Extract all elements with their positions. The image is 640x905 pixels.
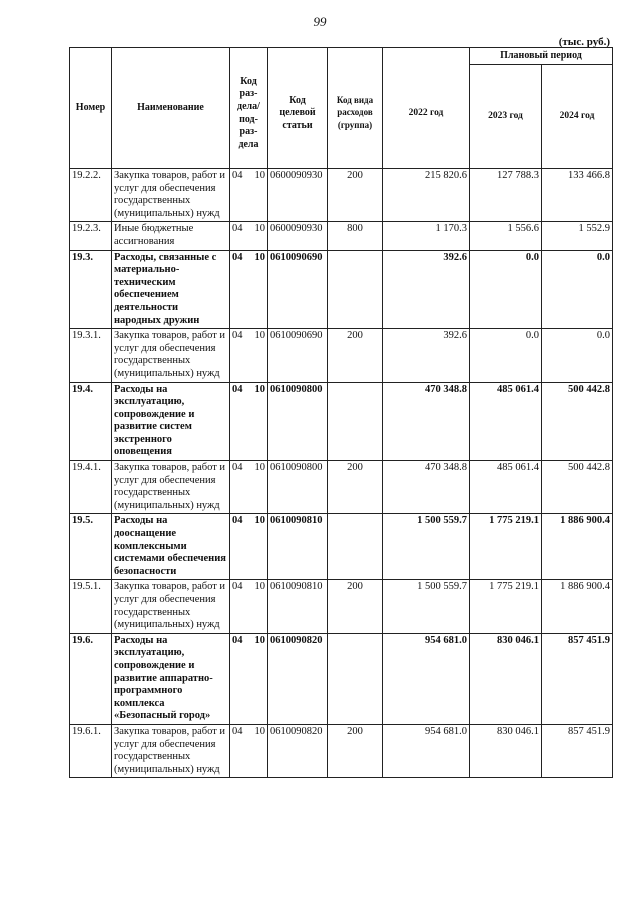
row-expense-type: 200 xyxy=(328,329,383,382)
row-value-2022: 954 681.0 xyxy=(383,633,470,724)
row-value-2024: 857 451.9 xyxy=(542,724,613,777)
subsection-code: 10 xyxy=(254,515,265,527)
row-value-2022: 1 500 559.7 xyxy=(383,514,470,580)
table-row xyxy=(70,580,613,633)
table-row xyxy=(70,514,613,580)
section-code: 04 xyxy=(232,725,243,737)
row-target-code: 0610090690 xyxy=(268,250,328,329)
row-value-2022: 392.6 xyxy=(383,329,470,382)
row-expense-type: 200 xyxy=(328,580,383,633)
subsection-code: 10 xyxy=(254,725,265,737)
row-target-code: 0610090810 xyxy=(268,580,328,633)
row-expense-type xyxy=(328,250,383,329)
table-row xyxy=(70,329,613,382)
row-name: Расходы, связанные с материально-техническим обеспечением деятельности народных дружин xyxy=(112,250,230,329)
row-name: Расходы на эксплуатацию, сопровождение и развитие аппаратно-программного комплекса «Безопасный город» xyxy=(112,633,230,724)
table-body xyxy=(70,169,613,778)
row-value-2024: 0.0 xyxy=(542,329,613,382)
row-expense-type xyxy=(328,514,383,580)
row-value-2022: 1 170.3 xyxy=(383,222,470,250)
header-section: Код раз-дела/ под-раз-дела xyxy=(230,48,268,169)
row-section-code xyxy=(230,580,268,633)
row-value-2023: 1 775 219.1 xyxy=(470,514,542,580)
header-year-2024: 2024 год xyxy=(542,65,613,169)
row-number: 19.2.2. xyxy=(70,169,112,222)
row-name: Закупка товаров, работ и услуг для обеспечения государственных (муниципальных) нужд xyxy=(112,329,230,382)
subsection-code: 10 xyxy=(254,462,265,474)
row-target-code: 0610090820 xyxy=(268,724,328,777)
header-year-2022: 2022 год xyxy=(383,48,470,169)
subsection-code: 10 xyxy=(254,170,265,181)
page-number: 99 xyxy=(313,14,327,29)
row-section-code xyxy=(230,222,268,250)
row-name: Закупка товаров, работ и услуг для обеспечения государственных (муниципальных) нужд xyxy=(112,461,230,514)
row-section-code xyxy=(230,250,268,329)
row-expense-type: 200 xyxy=(328,461,383,514)
row-name: Расходы на дооснащение комплексными системами обеспечения безопасности xyxy=(112,514,230,580)
table-row xyxy=(70,724,613,777)
row-number: 19.6.1. xyxy=(70,724,112,777)
row-value-2022: 215 820.6 xyxy=(383,169,470,222)
row-value-2024: 133 466.8 xyxy=(542,169,613,222)
header-year-2023: 2023 год xyxy=(470,65,542,169)
row-section-code xyxy=(230,169,268,222)
row-value-2024: 500 442.8 xyxy=(542,382,613,461)
table-row xyxy=(70,222,613,250)
subsection-code: 10 xyxy=(254,223,265,235)
header-name: Наименование xyxy=(112,48,230,169)
row-number: 19.3.1. xyxy=(70,329,112,382)
row-expense-type xyxy=(328,382,383,461)
section-code: 04 xyxy=(232,383,243,395)
header-target: Код целевой статьи xyxy=(268,48,328,169)
row-value-2023: 127 788.3 xyxy=(470,169,542,222)
subsection-code: 10 xyxy=(254,634,265,646)
row-value-2023: 0.0 xyxy=(470,250,542,329)
row-number: 19.4.1. xyxy=(70,461,112,514)
table-row xyxy=(70,250,613,329)
row-value-2023: 1 556.6 xyxy=(470,222,542,250)
row-expense-type: 200 xyxy=(328,169,383,222)
row-value-2022: 954 681.0 xyxy=(383,724,470,777)
row-number: 19.5. xyxy=(70,514,112,580)
row-target-code: 0610090800 xyxy=(268,382,328,461)
table-row xyxy=(70,169,613,222)
row-section-code xyxy=(230,329,268,382)
row-value-2023: 1 775 219.1 xyxy=(470,580,542,633)
row-target-code: 0610090690 xyxy=(268,329,328,382)
row-number: 19.2.3. xyxy=(70,222,112,250)
row-target-code: 0600090930 xyxy=(268,222,328,250)
row-name: Закупка товаров, работ и услуг для обеспечения государственных (муниципальных) нужд xyxy=(112,724,230,777)
section-code: 04 xyxy=(232,581,243,593)
subsection-code: 10 xyxy=(254,581,265,593)
row-expense-type: 800 xyxy=(328,222,383,250)
table-row xyxy=(70,382,613,461)
row-name: Иные бюджетные ассигнования xyxy=(112,222,230,250)
subsection-code: 10 xyxy=(254,330,265,342)
row-value-2022: 392.6 xyxy=(383,250,470,329)
header-number: Номер xyxy=(70,48,112,169)
section-code: 04 xyxy=(232,634,243,646)
row-target-code: 0600090930 xyxy=(268,169,328,222)
row-value-2023: 0.0 xyxy=(470,329,542,382)
section-code: 04 xyxy=(232,170,243,181)
row-value-2024: 0.0 xyxy=(542,250,613,329)
subsection-code: 10 xyxy=(254,251,265,263)
row-number: 19.3. xyxy=(70,250,112,329)
row-section-code xyxy=(230,514,268,580)
table-header xyxy=(70,48,613,169)
row-target-code: 0610090810 xyxy=(268,514,328,580)
row-value-2023: 830 046.1 xyxy=(470,633,542,724)
section-code: 04 xyxy=(232,330,243,342)
row-value-2022: 470 348.8 xyxy=(383,382,470,461)
row-expense-type xyxy=(328,633,383,724)
table-row xyxy=(70,461,613,514)
row-value-2024: 857 451.9 xyxy=(542,633,613,724)
row-section-code xyxy=(230,382,268,461)
row-expense-type: 200 xyxy=(328,724,383,777)
row-value-2023: 485 061.4 xyxy=(470,461,542,514)
section-code: 04 xyxy=(232,462,243,474)
subsection-code: 10 xyxy=(254,383,265,395)
section-code: 04 xyxy=(232,251,243,263)
header-expense-type: Код вида расходов (группа) xyxy=(328,48,383,169)
row-target-code: 0610090800 xyxy=(268,461,328,514)
row-value-2024: 1 886 900.4 xyxy=(542,580,613,633)
row-number: 19.4. xyxy=(70,382,112,461)
row-number: 19.5.1. xyxy=(70,580,112,633)
row-value-2022: 1 500 559.7 xyxy=(383,580,470,633)
row-target-code: 0610090820 xyxy=(268,633,328,724)
header-planning-period: Плановый период xyxy=(470,48,613,65)
budget-table xyxy=(69,47,613,778)
row-value-2023: 830 046.1 xyxy=(470,724,542,777)
section-code: 04 xyxy=(232,515,243,527)
row-value-2024: 1 552.9 xyxy=(542,222,613,250)
units-label: (тыс. руб.) xyxy=(558,36,610,48)
row-name: Расходы на эксплуатацию, сопровождение и развитие систем экстренного оповещения xyxy=(112,382,230,461)
row-value-2024: 500 442.8 xyxy=(542,461,613,514)
row-value-2023: 485 061.4 xyxy=(470,382,542,461)
row-section-code xyxy=(230,461,268,514)
row-name: Закупка товаров, работ и услуг для обеспечения государственных (муниципальных) нужд xyxy=(112,580,230,633)
section-code: 04 xyxy=(232,223,243,235)
row-name: Закупка товаров, работ и услуг для обеспечения государственных (муниципальных) нужд xyxy=(112,169,230,222)
row-value-2024: 1 886 900.4 xyxy=(542,514,613,580)
row-section-code xyxy=(230,724,268,777)
row-number: 19.6. xyxy=(70,633,112,724)
row-section-code xyxy=(230,633,268,724)
row-value-2022: 470 348.8 xyxy=(383,461,470,514)
table-row xyxy=(70,633,613,724)
